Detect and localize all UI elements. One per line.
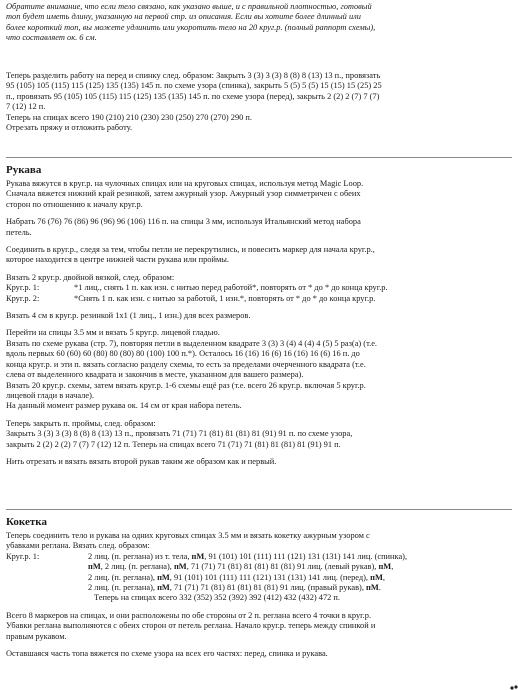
round-text: 2 лиц. (п. реглана),: [88, 572, 158, 582]
yoke-intro-line: убавками реглана. Вязать след. образом:: [6, 541, 150, 551]
split-line: Отрезать пряжу и отложить работу.: [6, 123, 133, 133]
intro-line: что составляет ок. 6 см.: [6, 33, 97, 43]
join-line: Соединить в круг.р., следя за тем, чтобы петли не перекрутились, и повесить маркер для начала круг.р.,: [6, 245, 375, 255]
markers-line: Убавки реглана выполняются с обеих сторон от петель реглана. Начало круг.р. теперь между спинкой и: [6, 621, 376, 631]
intro-note: [6, 2, 375, 44]
split-line: 95 (105) 105 (115) 115 (125) 135 (135) 145 п. по схеме узора (спинка), закрыть 5 (5) 5 (5) 15 (15) 15 (25) 25: [6, 81, 382, 91]
round-text: , 91 (101) 101 (111) 111 (121) 131 (131) 141 лиц. (перед),: [169, 572, 371, 582]
round-text: , 91 (101) 101 (111) 111 (121) 131 (131) 141 лиц. (спинка),: [204, 551, 408, 561]
pattern-line: Вязать по схеме рукава (стр. 7), повторяя петли в выделенном квадрате 3 (3) 3 (4) 4 (4) 4 (5) 5 раз(а) (т.е.: [6, 338, 378, 348]
split-line: п., провязать 95 (105) 105 (115) 115 (125) 135 (135) 145 п. по схеме узора (перед), закрыть 2 (2) 2 (7) 7 (7): [6, 91, 380, 101]
markers-line: правым рукавом.: [6, 631, 67, 641]
round-text: 2 лиц. (п. реглана),: [88, 583, 158, 593]
sleeves-intro-line: сторон по отношению к началу круг.р.: [6, 199, 143, 209]
round-block: [6, 552, 512, 604]
pattern-line: Перейти на спицы 3.5 мм и вязать 5 круг.р. лицевой гладью.: [6, 328, 220, 338]
round-label: Круг.р. 1:: [6, 551, 40, 561]
rib-line: Вязать 4 см в круг.р. резинкой 1х1 (1 лиц., 1 изн.) для всех размеров.: [6, 311, 251, 321]
cast-on-line: Набрать 76 (76) 76 (86) 96 (96) 96 (106) 116 п. на спицы 3 мм, используя Итальянский метод набора: [6, 217, 361, 227]
round-text: ,: [382, 572, 385, 582]
round-text: *1 лиц., снять 1 п. как изн. с нитью перед работой*, повторять от * до * до конца круг.р.: [74, 283, 388, 293]
pattern-line: Вязать 20 круг.р. схемы, затем вязать круг.р. 1-6 схемы ещё раз (т.е. всего 26 круг.р. включая 5 круг.р.: [6, 380, 366, 390]
split-section: [6, 71, 382, 133]
pattern-line: На данный момент размер рукава ок. 14 см от края набора петель.: [6, 401, 242, 411]
round-label: Круг.р. 1:: [6, 283, 40, 293]
yoke-section: [6, 516, 512, 659]
round-line: [88, 573, 512, 583]
pattern-line: слева от выделенного квадрата и закончив в месте, указанном для вашего размера).: [6, 370, 304, 380]
marker-term: пМ: [366, 583, 379, 593]
armhole-line: Теперь закрыть п. проймы, след. образом:: [6, 418, 156, 428]
split-line: Теперь разделить работу на перед и спинку след. образом: Закрыть 3 (3) 3 (3) 8 (8) 8 (13) 13 п., провязать: [6, 71, 381, 80]
rib-intro: Вязать 2 круг.р. двойной вязкой, след. образом:: [6, 272, 175, 282]
pattern-line: лицевой глади в начале).: [6, 390, 94, 400]
round-row: [6, 283, 512, 293]
round-row: [6, 294, 512, 304]
round-text: 2 лиц. (п. реглана) из т. тела,: [88, 551, 192, 561]
round-lines: [6, 552, 512, 604]
join-line: которое находится в центре нижней части рукава или проймы.: [6, 255, 229, 265]
sleeves-intro-line: Рукава вяжутся в круг.р. на чулочных спицах или на круговых спицах, используя метод Magic Loop.: [6, 179, 364, 188]
intro-line: более короткий топ, вы можете удлинить или укоротить тело на 20 круг.р. (полный раппорт схемы),: [6, 22, 376, 32]
cut-line: Нить отрезать и вязать вязать второй рукав таким же образом как и первый.: [6, 456, 277, 466]
marker-term: пМ: [191, 551, 205, 561]
armhole-line: Закрыть 3 (3) 3 (3) 8 (8) 8 (13) 13 п., провязать 71 (71) 71 (81) 81 (81) 81 (91) 91 п. по схеме узора,: [6, 429, 353, 439]
rest-line: Оставшаяся часть топа вяжется по схеме узора на всех его частях: перед, спинка и рукава.: [6, 649, 328, 659]
round-text: ,: [391, 562, 394, 572]
sleeves-section: [6, 164, 512, 467]
marker-term: пМ: [378, 562, 392, 572]
intro-line: топ будет иметь длину, указанную на первой стр. из описания. Если вы хотите более длинный или: [6, 12, 361, 22]
round-line: [88, 562, 512, 572]
round-text: .: [378, 583, 381, 593]
page-corner-mark: [509, 684, 518, 690]
divider: [6, 509, 512, 510]
round-line: [88, 593, 512, 603]
sleeves-intro-line: Сначала вяжется нижний край резинкой, затем ажурный узор. Ажурный узор симметричен с обеих: [6, 189, 361, 199]
round-label: Круг.р. 2:: [6, 293, 40, 303]
markers-line: Всего 8 маркеров на спицах, и они расположены по обе стороны от 2 п. реглана всего 4 точки в круг.р.: [6, 610, 372, 620]
round-text: *Снять 1 п. как изн. с нитью за работой, 1 изн.*, повторять от * до * до конца круг.р.: [74, 293, 376, 303]
section-title: Кокетка: [6, 516, 47, 528]
divider: [6, 157, 512, 158]
round-line: [88, 583, 512, 593]
section-title: Рукава: [6, 164, 42, 176]
marker-term: пМ: [157, 583, 170, 593]
armhole-line: закрыть 2 (2) 2 (2) 7 (7) 7 (12) 12 п. Теперь на спицах всего 71 (71) 71 (81) 81 (81) 81 (91) 91 п.: [6, 439, 341, 449]
pattern-line: конца круг.р. и эти п. вязать согласно разделу схемы, то есть за пределами очерченного квадрата (т.е.: [6, 359, 366, 369]
marker-term: пМ: [370, 572, 383, 582]
yoke-intro-line: Теперь соединить тело и рукава на одних круговых спицах 3.5 мм и вязать кокетку ажурным узором с: [6, 531, 370, 540]
split-line: Теперь на спицах всего 190 (210) 210 (230) 230 (250) 270 (270) 290 п.: [6, 112, 253, 122]
cast-on-line: петель.: [6, 227, 32, 237]
round-text: , 71 (71) 71 (81) 81 (81) 81 (81) 91 лиц. (левый рукав),: [186, 562, 379, 572]
marker-term: пМ: [88, 562, 101, 572]
marker-term: пМ: [157, 572, 170, 582]
round-line: [88, 552, 512, 562]
round-text: , 2 лиц. (п. реглана),: [100, 562, 174, 572]
split-line: 7 (12) 12 п.: [6, 102, 46, 112]
round-text: , 71 (71) 71 (81) 81 (81) 81 (81) 91 лиц. (правый рукав),: [169, 583, 367, 593]
intro-line: Обратите внимание, что если тело связано, как указано выше, и с правильной плотностью, готовый: [6, 2, 372, 11]
marker-term: пМ: [173, 562, 187, 572]
pattern-line: вдоль первых 60 (60) 60 (80) 80 (80) 80 (100) 100 п.*). Осталось 16 (16) 16 (6) 16 (16) 16 (6) 16 п. до: [6, 349, 360, 359]
round-text: Теперь на спицах всего 332 (352) 352 (392) 392 (412) 432 (432) 472 п.: [94, 593, 341, 603]
